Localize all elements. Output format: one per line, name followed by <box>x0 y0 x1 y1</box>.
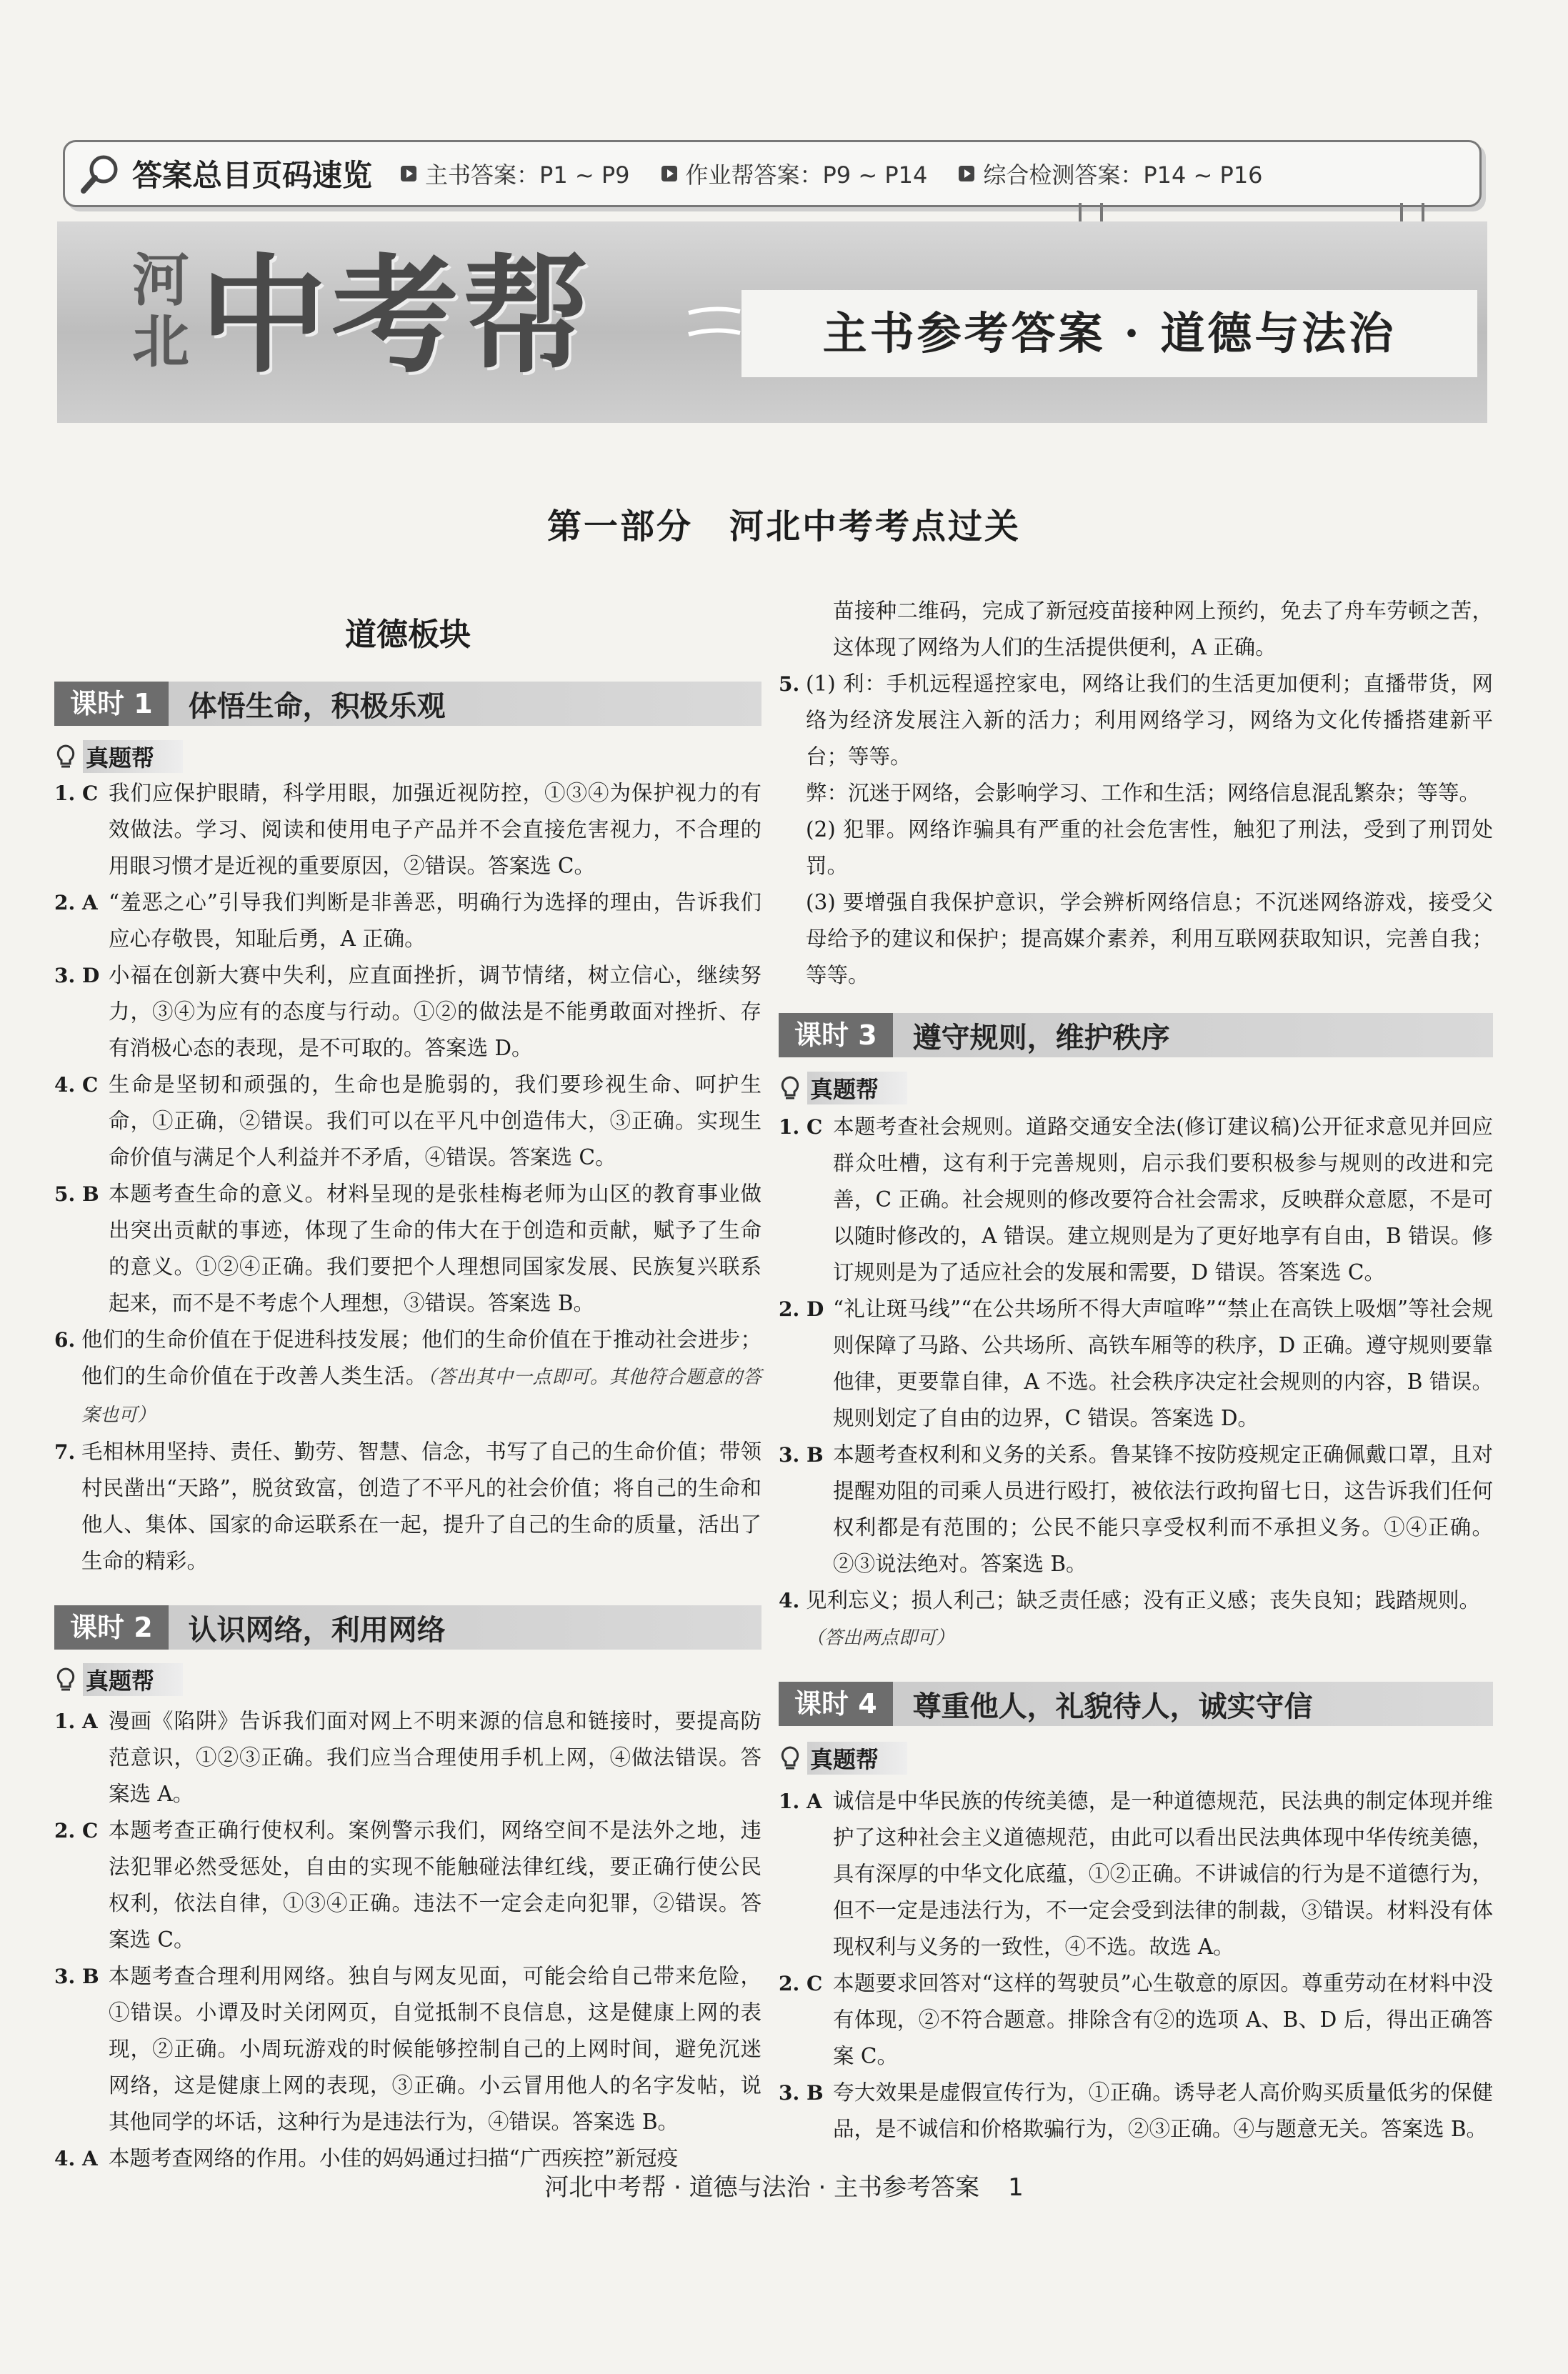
answer-item: 2. A “羞恶之心”引导我们判断是非善恶，明确行为选择的理由，告诉我们应心存敬畏，知耻后勇，A 正确。 <box>54 890 761 951</box>
lesson-tag: 课时 1 <box>54 682 169 726</box>
section-title: 道德板块 <box>345 617 471 653</box>
lesson-header <box>54 682 761 726</box>
page-number: 1 <box>1008 2173 1024 2202</box>
lightbulb-icon <box>779 1075 802 1101</box>
quick-index-item: 综合检测答案：P14 ~ P16 <box>959 157 1262 190</box>
footer-text: 河北中考帮 · 道德与法治 · 主书参考答案 <box>544 2173 980 2202</box>
lesson-header <box>779 1682 1493 1726</box>
answer-item: 苗接种二维码，完成了新冠疫苗接种网上预约，免去了舟车劳顿之苦，这体现了网络为人们的生活提供便利，A 正确。 <box>833 599 1493 659</box>
answer-item: 2. D “礼让斑马线”“在公共场所不得大声喧哗”“禁止在高铁上吸烟”等社会规则保障了马路、公共场所、高铁车厢等的秩序，D 正确。遵守规则要靠他律，更要靠自律，A 不选。社会秩序决定社会规则的内容，B 错误。规则划定了自由的边界，C 错误。答案选 D。 <box>779 1297 1493 1430</box>
answer-item: 3. B 夸大效果是虚假宣传行为，①正确。诱导老人高价购买质量低劣的保健品，是不诚信和价格欺骗行为，②③正确。④与题意无关。答案选 B。 <box>779 2080 1493 2141</box>
lesson-tag: 课时 4 <box>779 1682 893 1726</box>
answer-item: 2. C 本题考查正确行使权利。案例警示我们，网络空间不是法外之地，违法犯罪必然受惩处，自由的实现不能触碰法律红线，要正确行使公民权利，依法自律，①③④正确。违法不一定会走向犯罪，②错误。答案选 C。 <box>54 1818 761 1952</box>
quick-index-item: 主书答案：P1 ~ P9 <box>401 157 629 190</box>
lightbulb-icon <box>54 744 77 769</box>
magnifier-icon <box>78 151 124 196</box>
answer-item: 5. B 本题考查生命的意义。材料呈现的是张桂梅老师为山区的教育事业做出突出贡献的事迹，体现了生命的伟大在于创造和贡献，赋予了生命的意义。①②④正确。我们要把个人理想同国家发展、民族复兴联系起来，而不是不考虑个人理想，③错误。答案选 B。 <box>54 1182 761 1315</box>
banner-brand: 中考帮 <box>200 242 594 390</box>
page-footer <box>0 2168 1568 2203</box>
quick-index-bar <box>63 140 1482 207</box>
answer-item: 弊：沉迷于网络，会影响学习、工作和生活；网络信息混乱繁杂；等等。 <box>806 781 1481 805</box>
answer-item: 1. A 诚信是中华民族的传统美德，是一种道德规范，民法典的制定体现并维护了这种社会主义道德规范，由此可以看出民法典体现中华传统美德，具有深厚的中华文化底蕴，①②正确。不讲诚信的行为是不道德行为，但不一定是违法行为，不一定会受到法律的制裁，③错误。材料没有体现权利与义务的一致性，④不选。故选 A。 <box>779 1789 1493 1959</box>
play-icon <box>661 166 677 181</box>
zth-label: 真题帮 <box>779 1742 907 1775</box>
answer-list <box>54 1703 761 2177</box>
answer-item: (3) 要增强自我保护意识，学会辨析网络信息；不沉迷网络游戏，接受父母给予的建议和保护；提高媒介素养，利用互联网获取知识，完善自我；等等。 <box>806 890 1493 987</box>
lesson-title: 尊重他人，礼貌待人，诚实守信 <box>912 1690 1313 1723</box>
answer-item: 4. 见利忘义；损人利己；缺乏责任感；没有正义感；丧失良知；践踏规则。 （答出两点即可） <box>779 1588 1481 1649</box>
answer-item: 7. 毛相林用坚持、责任、勤劳、智慧、信念，书写了自己的生命价值；带领村民凿出“天路”，脱贫致富，创造了不平凡的社会价值；将自己的生命和他人、集体、国家的命运联系在一起，提升了自己的生命的质量，活出了生命的精彩。 <box>54 1440 761 1573</box>
lesson-tag: 课时 2 <box>54 1605 169 1650</box>
lesson-header <box>779 1013 1493 1057</box>
lesson-header <box>54 1605 761 1650</box>
answer-item: 4. A 本题考查网络的作用。小佳的妈妈通过扫描“广西疾控”新冠疫 <box>54 2146 679 2170</box>
answer-item: 1. C 我们应保护眼睛，科学用眼，加强近视防控，①③④为保护视力的有效做法。学习、阅读和使用电子产品并不会直接危害视力，不合理的用眼习惯才是近视的重要原因，②错误。答案选 C。 <box>54 781 761 878</box>
lightbulb-icon <box>779 1745 802 1771</box>
answer-item: 6. 他们的生命价值在于促进科技发展；他们的生命价值在于推动社会进步；他们的生命价值在于改善人类生活。（答出其中一点即可。其他符合题意的答案也可） <box>54 1327 761 1426</box>
answer-item: 2. C 本题要求回答对“这样的驾驶员”心生敬意的原因。尊重劳动在材料中没有体现，②不符合题意。排除含有②的选项 A、B、D 后，得出正确答案 C。 <box>779 1971 1493 2068</box>
play-icon <box>959 166 974 181</box>
answer-list <box>779 1783 1493 2148</box>
part-title: 第一部分 河北中考考点过关 <box>546 507 1021 547</box>
lesson-tag: 课时 3 <box>779 1013 893 1057</box>
lightbulb-icon <box>54 1667 77 1692</box>
banner-subtitle: 主书参考答案 · 道德与法治 <box>741 290 1477 377</box>
answer-item: 3. B 本题考查合理利用网络。独自与网友见面，可能会给自己带来危险，①错误。小谭及时关闭网页，自觉抵制不良信息，这是健康上网的表现，②正确。小周玩游戏的时候能够控制自己的上网时间，避免沉迷网络，这是健康上网的表现，③正确。小云冒用他人的名字发帖，说其他同学的坏话，这种行为是违法行为，④错误。答案选 B。 <box>54 1964 761 2134</box>
answer-list <box>54 775 761 1580</box>
answer-item: 3. B 本题考查权利和义务的关系。鲁某锋不按防疫规定正确佩戴口罩，且对提醒劝阻的司乘人员进行殴打，被依法行政拘留七日，这告诉我们任何权利都是有范围的；公民不能只享受权利而不承担义务。①④正确。②③说法绝对。答案选 B。 <box>779 1442 1493 1576</box>
answer-item: 1. C 本题考查社会规则。道路交通安全法(修订建议稿)公开征求意见并回应群众吐槽，这有利于完善规则，启示我们要积极参与规则的改进和完善，C 正确。社会规则的修改要符合社会需求，反映群众意愿，不是可以随时修改的，A 错误。建立规则是为了更好地享有自由，B 错误。修订规则是为了适应社会的发展和需要，D 错误。答案选 C。 <box>779 1114 1493 1285</box>
answer-note: （答出两点即可） <box>806 1627 955 1649</box>
swoosh-decor-icon <box>686 306 743 341</box>
quick-index-title: 答案总目页码速览 <box>132 158 373 193</box>
answer-item: 5. (1) 利：手机远程遥控家电，网络让我们的生活更加便利；直播带货，网络为经济发展注入新的活力；利用网络学习，网络为文化传播搭建新平台；等等。 <box>779 672 1493 769</box>
zth-label: 真题帮 <box>54 1663 183 1696</box>
play-icon <box>401 166 416 181</box>
zth-label: 真题帮 <box>779 1072 907 1104</box>
answer-item: (2) 犯罪。网络诈骗具有严重的社会危害性，触犯了刑法，受到了刑罚处罚。 <box>806 817 1493 878</box>
banner-region: 河北 <box>132 247 189 375</box>
title-banner <box>57 221 1487 423</box>
answer-note: （答出其中一点即可。其他符合题意的答案也可） <box>81 1367 761 1426</box>
lesson-title: 认识网络，利用网络 <box>188 1613 446 1647</box>
quick-index-item: 作业帮答案：P9 ~ P14 <box>661 157 928 190</box>
answer-item: 3. D 小福在创新大赛中失利，应直面挫折，调节情绪，树立信心，继续努力，③④为应有的态度与行动。①②的做法是不能勇敢面对挫折、存有消极心态的表现，是不可取的。答案选 D。 <box>54 963 761 1060</box>
lesson-title: 遵守规则，维护秩序 <box>912 1021 1170 1054</box>
answer-item: 4. C 生命是坚韧和顽强的，生命也是脆弱的，我们要珍视生命、呵护生命，①正确，②错误。我们可以在平凡中创造伟大，③正确。实现生命价值与满足个人利益并不矛盾，④错误。答案选 C。 <box>54 1072 761 1169</box>
lesson-title: 体悟生命，积极乐观 <box>188 689 446 723</box>
answer-item: 1. A 漫画《陷阱》告诉我们面对网上不明来源的信息和链接时，要提高防范意识，①②③正确。我们应当合理使用手机上网，④做法错误。答案选 A。 <box>54 1709 761 1806</box>
answer-list <box>779 1109 1493 1657</box>
answer-list <box>779 593 1493 994</box>
zth-label: 真题帮 <box>54 740 183 773</box>
